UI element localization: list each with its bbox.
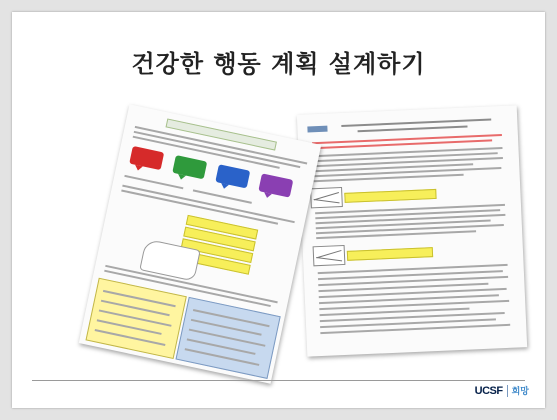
speech-bubble-blue (215, 164, 250, 188)
document-worksheet-right (297, 105, 527, 356)
header-line (358, 125, 468, 131)
small-logo-icon (307, 126, 327, 133)
document-plan-left (79, 104, 321, 383)
panel-yellow (85, 278, 186, 359)
ucsf-logo: UCSF (474, 384, 503, 397)
speech-bubble-green (172, 155, 207, 179)
hand-icon (313, 245, 346, 266)
highlight-bar (344, 189, 436, 203)
logo-separator (507, 385, 508, 397)
text-line (103, 290, 176, 307)
slide-title: 건강한 행동 계획 설계하기 (131, 50, 426, 78)
panel-blue (175, 297, 280, 379)
hand-icon (310, 187, 343, 208)
highlight-bar (347, 247, 433, 261)
text-line (193, 309, 270, 327)
header-line (341, 118, 491, 126)
footer-logos (475, 384, 529, 397)
speech-bubble-purple (258, 173, 293, 197)
slide (12, 12, 545, 408)
footer-divider (32, 380, 525, 381)
speech-bubble-red (129, 146, 164, 170)
partner-logo: 희망 (511, 386, 529, 396)
